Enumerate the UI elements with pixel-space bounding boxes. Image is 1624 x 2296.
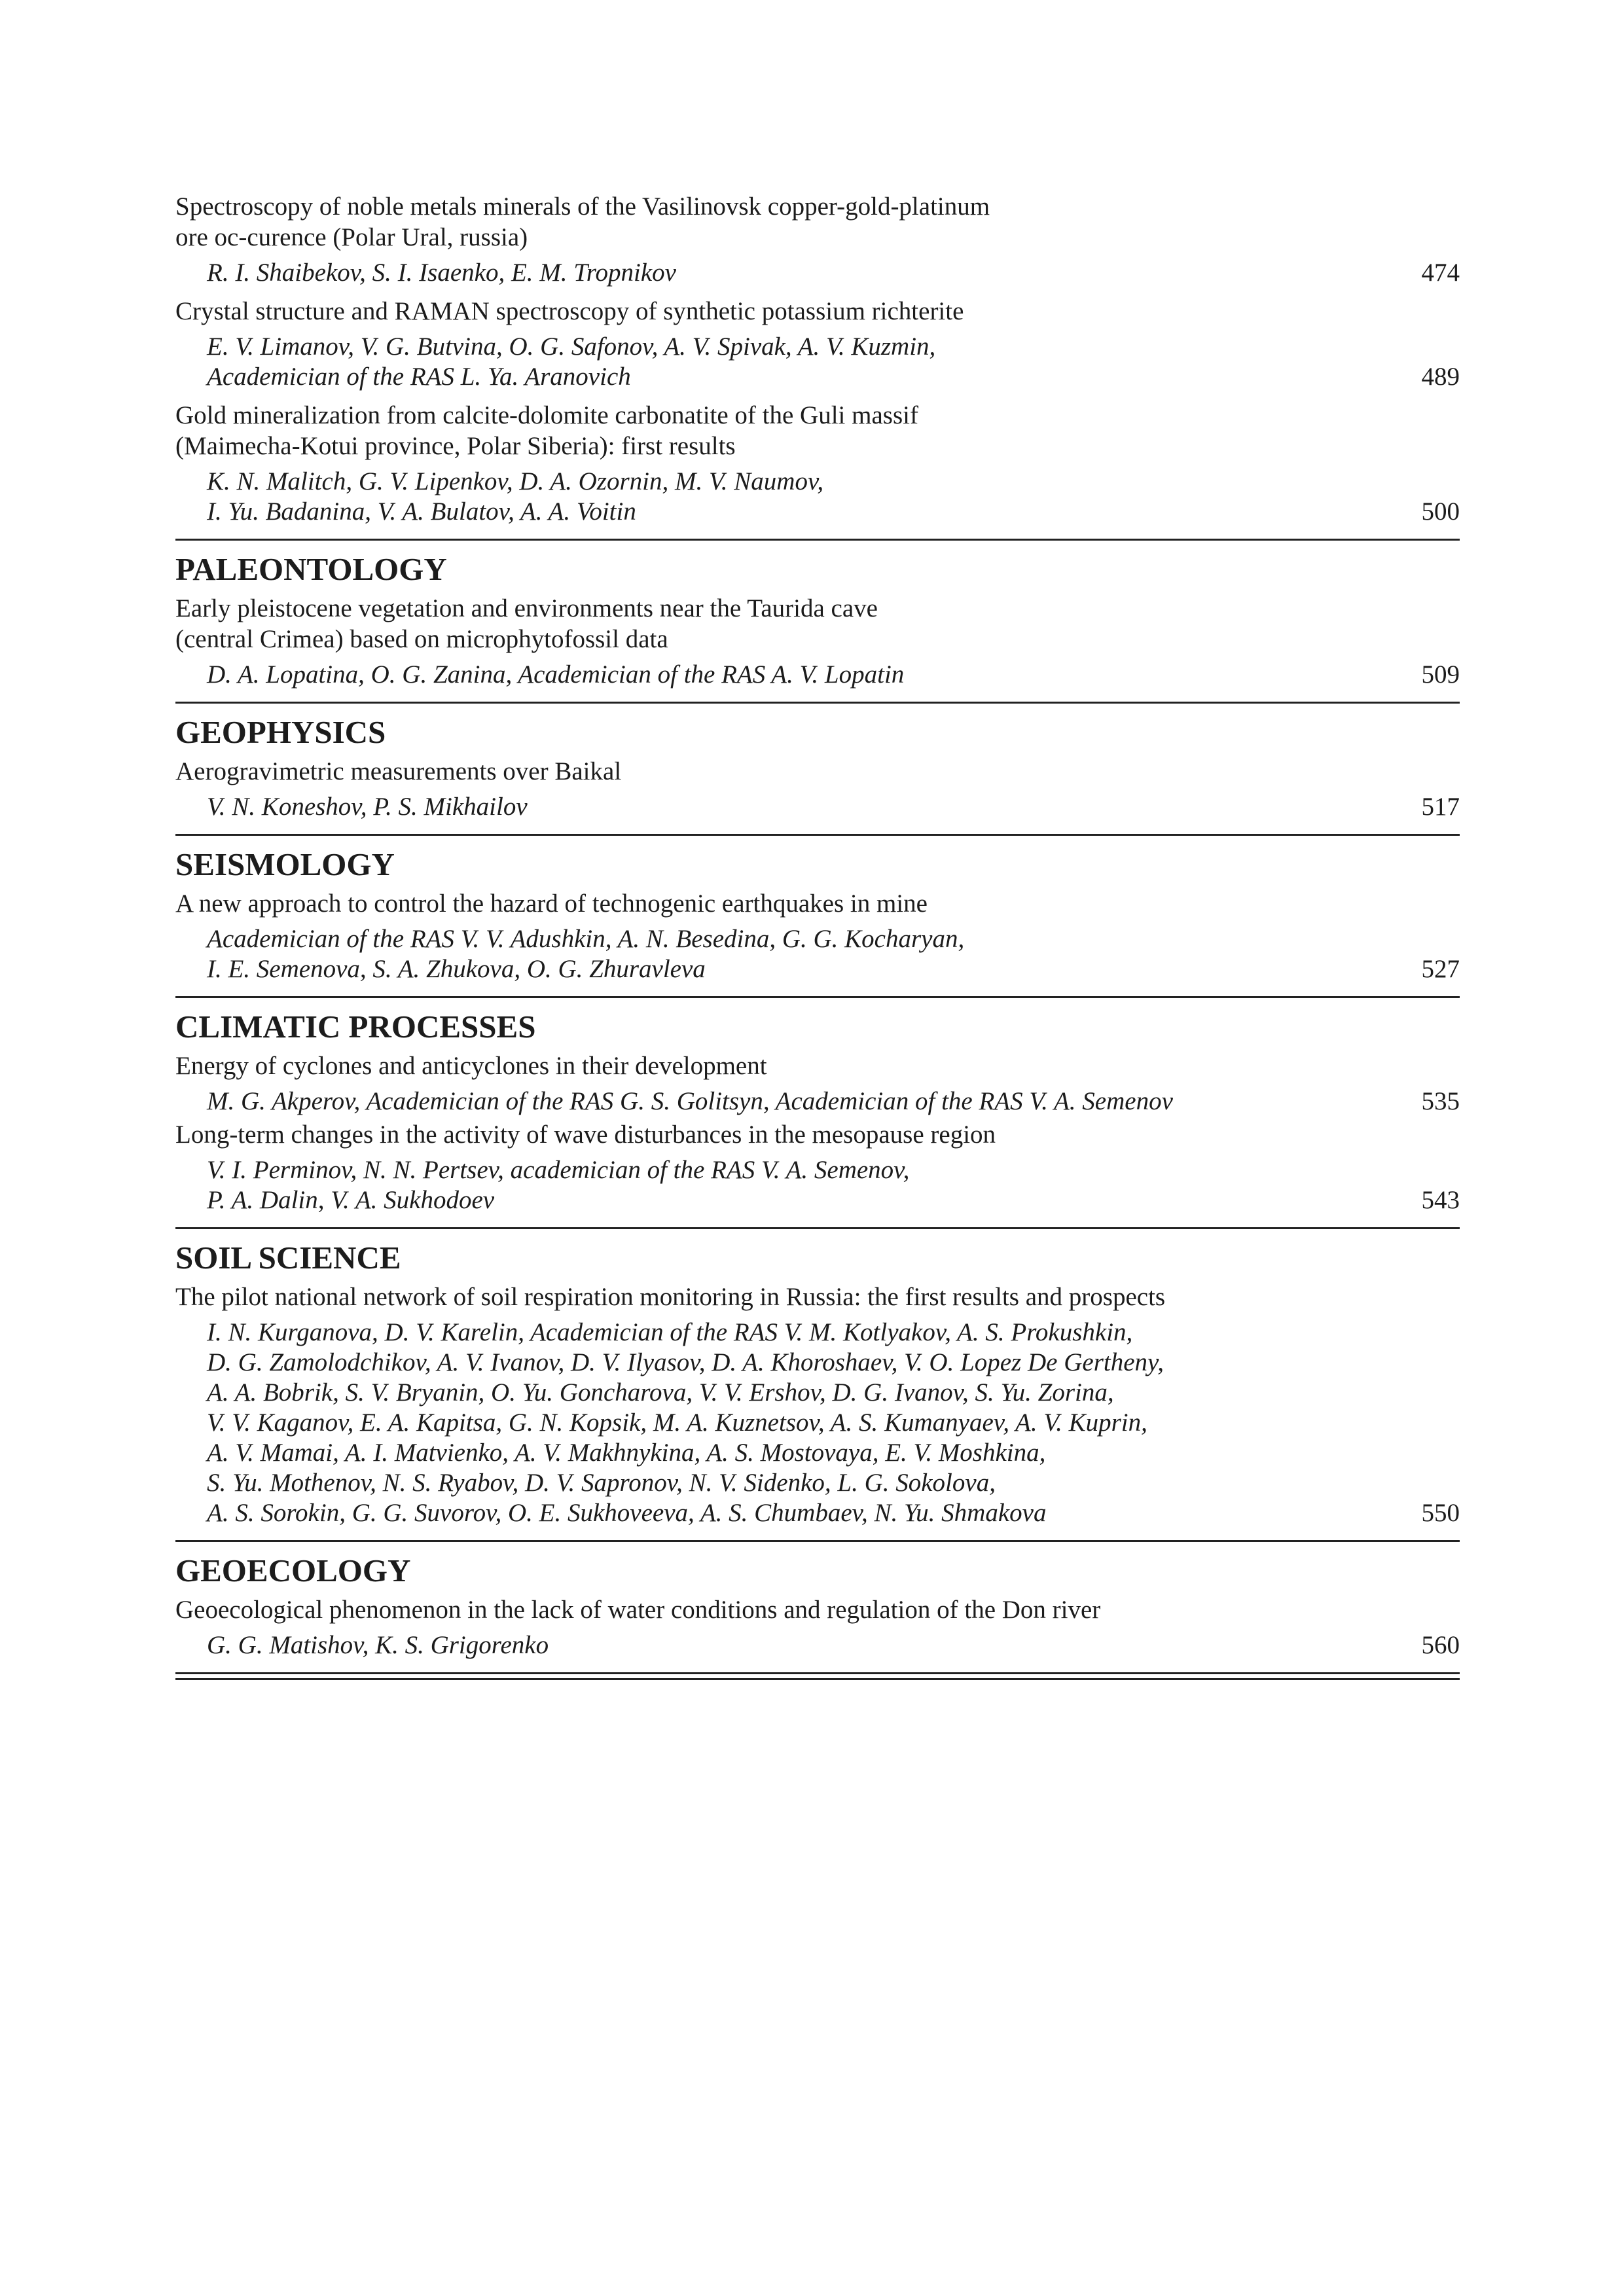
toc-entry	[175, 1050, 1460, 1117]
entry-authors-row	[175, 332, 1460, 392]
entry-authors-row	[175, 467, 1460, 527]
section-heading-soil-science: SOIL SCIENCE	[175, 1240, 401, 1276]
end-double-rule	[175, 1672, 1460, 1680]
entry-authors: K. N. Malitch, G. V. Lipenkov, D. A. Ozornin, M. V. Naumov, I. Yu. Badanina, V. A. Bulatov, A. A. Voitin	[207, 467, 824, 526]
entry-authors: M. G. Akperov, Academician of the RAS G. S. Golitsyn, Academician of the RAS V. A. Semenov	[207, 1087, 1173, 1115]
toc-entry	[175, 296, 1460, 392]
toc-entry	[175, 1282, 1460, 1528]
entry-title[interactable]: A new approach to control the hazard of technogenic earthquakes in mine	[175, 889, 928, 918]
entry-authors-row	[175, 792, 1460, 822]
entry-authors-row	[175, 660, 1460, 690]
entry-authors: Academician of the RAS V. V. Adushkin, A. N. Besedina, G. G. Kocharyan, I. E. Semenova, S. A. Zhukova, O. G. Zhuravleva	[207, 925, 965, 983]
entry-page-number: 517	[1421, 793, 1460, 821]
section-divider	[175, 1540, 1460, 1542]
entry-authors: E. V. Limanov, V. G. Butvina, O. G. Safonov, A. V. Spivak, A. V. Kuzmin, Academician of the RAS L. Ya. Aranovich	[207, 332, 936, 391]
entry-authors: R. I. Shaibekov, S. I. Isaenko, E. M. Tropnikov	[207, 259, 676, 287]
entry-title[interactable]: The pilot national network of soil respiration monitoring in Russia: the first results and prospects	[175, 1283, 1166, 1311]
section-divider	[175, 702, 1460, 704]
toc-entry	[175, 888, 1460, 984]
section-heading-paleontology: PALEONTOLOGY	[175, 551, 447, 587]
toc-entry	[175, 191, 1460, 288]
entry-title[interactable]: Spectroscopy of noble metals minerals of the Vasilinovsk copper-gold-platinum ore oc-curence (Polar Ural, russia)	[175, 192, 990, 251]
section-heading-seismology: SEISMOLOGY	[175, 846, 395, 882]
toc-entry	[175, 1594, 1460, 1660]
entry-page-number: 527	[1421, 955, 1460, 983]
entry-authors: G. G. Matishov, K. S. Grigorenko	[207, 1631, 549, 1659]
entry-page-number: 560	[1421, 1631, 1460, 1659]
entry-page-number: 474	[1421, 259, 1460, 287]
entry-authors: V. N. Koneshov, P. S. Mikhailov	[207, 793, 528, 821]
entry-authors: D. A. Lopatina, O. G. Zanina, Academician of the RAS A. V. Lopatin	[207, 660, 905, 689]
entry-authors-row	[175, 924, 1460, 984]
entry-page-number: 550	[1421, 1499, 1460, 1527]
entry-authors: I. N. Kurganova, D. V. Karelin, Academician of the RAS V. M. Kotlyakov, A. S. Prokushkin, D. G. Zamolodchikov, A. V. Ivanov, D. V. Ilyasov, D. A. Khoroshaev, V. O. Lopez De Gertheny, A. A. Bobrik, S. V. Bryanin, O. Yu. Goncharova, V. V. Ershov, D. G. Ivanov, S. Yu. Zorina, V. V. Kaganov, E. A. Kapitsa, G. N. Kopsik, M. A. Kuznetsov, A. S. Kumanyaev, A. V. Kuprin, A. V. Mamai, A. I. Matvienko, A. V. Makhnykina, A. S. Mostovaya, E. V. Moshkina, S. Yu. Mothenov, N. S. Ryabov, D. V. Sapronov, N. V. Sidenko, L. G. Sokolova, A. S. Sorokin, G. G. Suvorov, O. E. Sukhoveeva, A. S. Chumbaev, N. Yu. Shmakova	[207, 1318, 1164, 1527]
section-divider	[175, 1227, 1460, 1229]
entry-page-number: 543	[1421, 1186, 1460, 1214]
entry-authors-row	[175, 1086, 1460, 1117]
entry-title[interactable]: Crystal structure and RAMAN spectroscopy of synthetic potassium richterite	[175, 297, 964, 325]
entry-title[interactable]: Long-term changes in the activity of wave disturbances in the mesopause region	[175, 1121, 996, 1149]
toc-entry	[175, 1119, 1460, 1215]
section-divider	[175, 996, 1460, 998]
entry-authors: V. I. Perminov, N. N. Pertsev, academician of the RAS V. A. Semenov, P. A. Dalin, V. A. Sukhodoev	[207, 1156, 910, 1214]
entry-page-number: 535	[1421, 1087, 1460, 1115]
toc-entry	[175, 400, 1460, 527]
entry-page-number: 509	[1421, 660, 1460, 689]
section-divider	[175, 834, 1460, 836]
entry-page-number: 489	[1421, 363, 1460, 391]
section-heading-geophysics: GEOPHYSICS	[175, 714, 386, 750]
toc-entry	[175, 756, 1460, 822]
entry-title[interactable]: Geoecological phenomenon in the lack of water conditions and regulation of the Don river	[175, 1596, 1101, 1624]
entry-authors-row	[175, 258, 1460, 288]
table-of-contents	[175, 191, 1460, 1680]
entry-title[interactable]: Energy of cyclones and anticyclones in their development	[175, 1052, 767, 1080]
entry-authors-row	[175, 1318, 1460, 1528]
section-heading-climatic-processes: CLIMATIC PROCESSES	[175, 1009, 536, 1045]
section-divider	[175, 539, 1460, 541]
entry-title[interactable]: Gold mineralization from calcite-dolomite carbonatite of the Guli massif (Maimecha-Kotui province, Polar Siberia): first results	[175, 401, 918, 460]
entry-page-number: 500	[1421, 497, 1460, 526]
entry-authors-row	[175, 1155, 1460, 1215]
entry-title[interactable]: Aerogravimetric measurements over Baikal	[175, 757, 622, 785]
toc-entry	[175, 593, 1460, 690]
section-heading-geoecology: GEOECOLOGY	[175, 1552, 411, 1588]
entry-authors-row	[175, 1630, 1460, 1660]
entry-title[interactable]: Early pleistocene vegetation and environments near the Taurida cave (central Crimea) based on microphytofossil data	[175, 594, 878, 653]
